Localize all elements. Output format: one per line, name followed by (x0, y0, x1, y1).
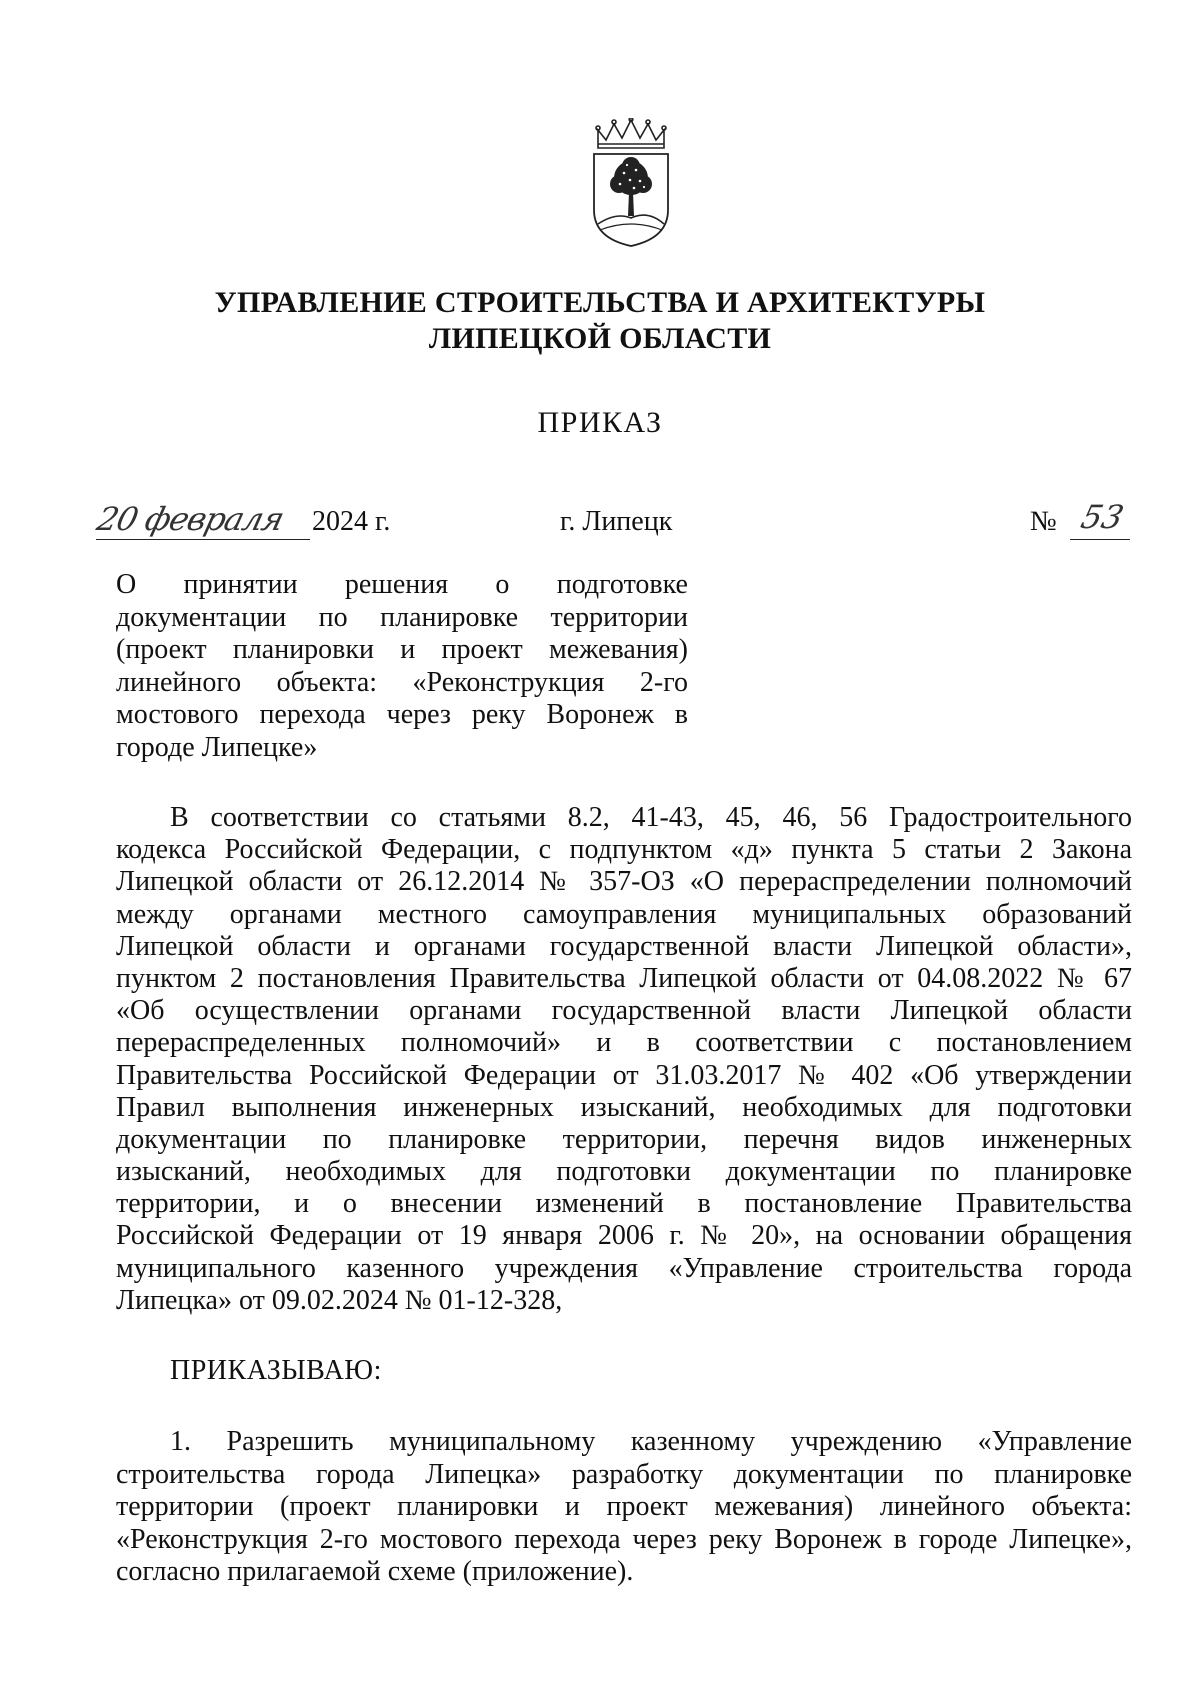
preamble-line: В соответствии со статьями 8.2, 41-43, 45, 46, 56 Градостроительного (170, 802, 1132, 833)
order-word: ПРИКАЗЫВАЮ: (170, 1355, 382, 1386)
preamble-line: пунктом 2 постановления Правительства Липецкой области от 04.08.2022 № 67 (116, 962, 1132, 994)
order-item-line: 1. Разрешить муниципальному казенному учреждению «Управление (170, 1426, 1132, 1457)
organization-name-line1: УПРАВЛЕНИЕ СТРОИТЕЛЬСТВА И АРХИТЕКТУРЫ (214, 286, 986, 319)
preamble-line: Липецка» от 09.02.2024 № 01-12-328, (116, 1284, 563, 1316)
handwritten-date-text: 20 февраля (93, 500, 288, 538)
number-label: № (1030, 506, 1057, 537)
preamble-line: Правительства Российской Федерации от 31.03.2017 № 402 «Об утверждении (116, 1059, 1132, 1091)
preamble-line: Липецкой области и органами государственной власти Липецкой области», (116, 930, 1132, 962)
preamble-line: Липецкой области от 26.12.2014 № 357-ОЗ «О перераспределении полномочий (116, 866, 1132, 898)
number-underline (1070, 539, 1130, 540)
order-item-line: строительства города Липецка» разработку документации по планировке (116, 1458, 1132, 1490)
preamble-line: Российской Федерации от 19 января 2006 г. № 20», на основании обращения (116, 1220, 1132, 1252)
preamble-line: перераспределенных полномочий» и в соответствии с постановлением (116, 1027, 1132, 1059)
subject-line: мостового перехода через реку Воронеж в (116, 699, 688, 730)
order-item-1 (116, 1426, 1132, 1589)
subject-line: документации по планировке территории (116, 601, 688, 633)
handwritten-date (93, 500, 310, 542)
handwritten-number (1070, 498, 1130, 542)
subject-line: городе Липецке» (116, 731, 318, 763)
organization-name-line2: ЛИПЕЦКОЙ ОБЛАСТИ (428, 322, 772, 355)
order-item-line: согласно прилагаемой схеме (приложение). (116, 1556, 634, 1588)
date-year: 2024 г. (312, 506, 391, 537)
preamble-line: муниципального казенного учреждения «Управление строительства города (116, 1252, 1132, 1284)
preamble-line: между органами местного самоуправления муниципальных образований (116, 898, 1132, 930)
coat-of-arms-icon (586, 118, 676, 250)
order-item-line: территории (проект планировки и проект межевания) линейного объекта: (116, 1491, 1132, 1523)
city: г. Липецк (560, 506, 673, 537)
preamble-line: документации по планировке территории, перечня видов инженерных (116, 1123, 1132, 1155)
document-type: ПРИКАЗ (537, 406, 663, 439)
preamble-paragraph (116, 802, 1132, 1317)
subject-line: (проект планировки и проект межевания) (116, 634, 688, 665)
subject-line: линейного объекта: «Реконструкция 2-го (116, 666, 688, 698)
preamble-line: изысканий, необходимых для подготовки документации по планировке (116, 1156, 1132, 1188)
document-subject (116, 569, 688, 764)
preamble-line: кодекса Российской Федерации, с подпунктом «д» пункта 5 статьи 2 Закона (116, 834, 1132, 866)
preamble-line: территории, и о внесении изменений в постановление Правительства (116, 1188, 1132, 1220)
handwritten-number-text: 53 (1077, 498, 1128, 536)
order-item-line: «Реконструкция 2-го мостового перехода через реку Воронеж в городе Липецке», (116, 1523, 1132, 1555)
subject-line: О принятии решения о подготовке (116, 569, 688, 600)
preamble-line: Правил выполнения инженерных изысканий, необходимых для подготовки (116, 1091, 1132, 1123)
preamble-line: «Об осуществлении органами государственной власти Липецкой области (116, 995, 1132, 1027)
document-date-row (0, 498, 1200, 546)
date-underline (96, 539, 310, 540)
